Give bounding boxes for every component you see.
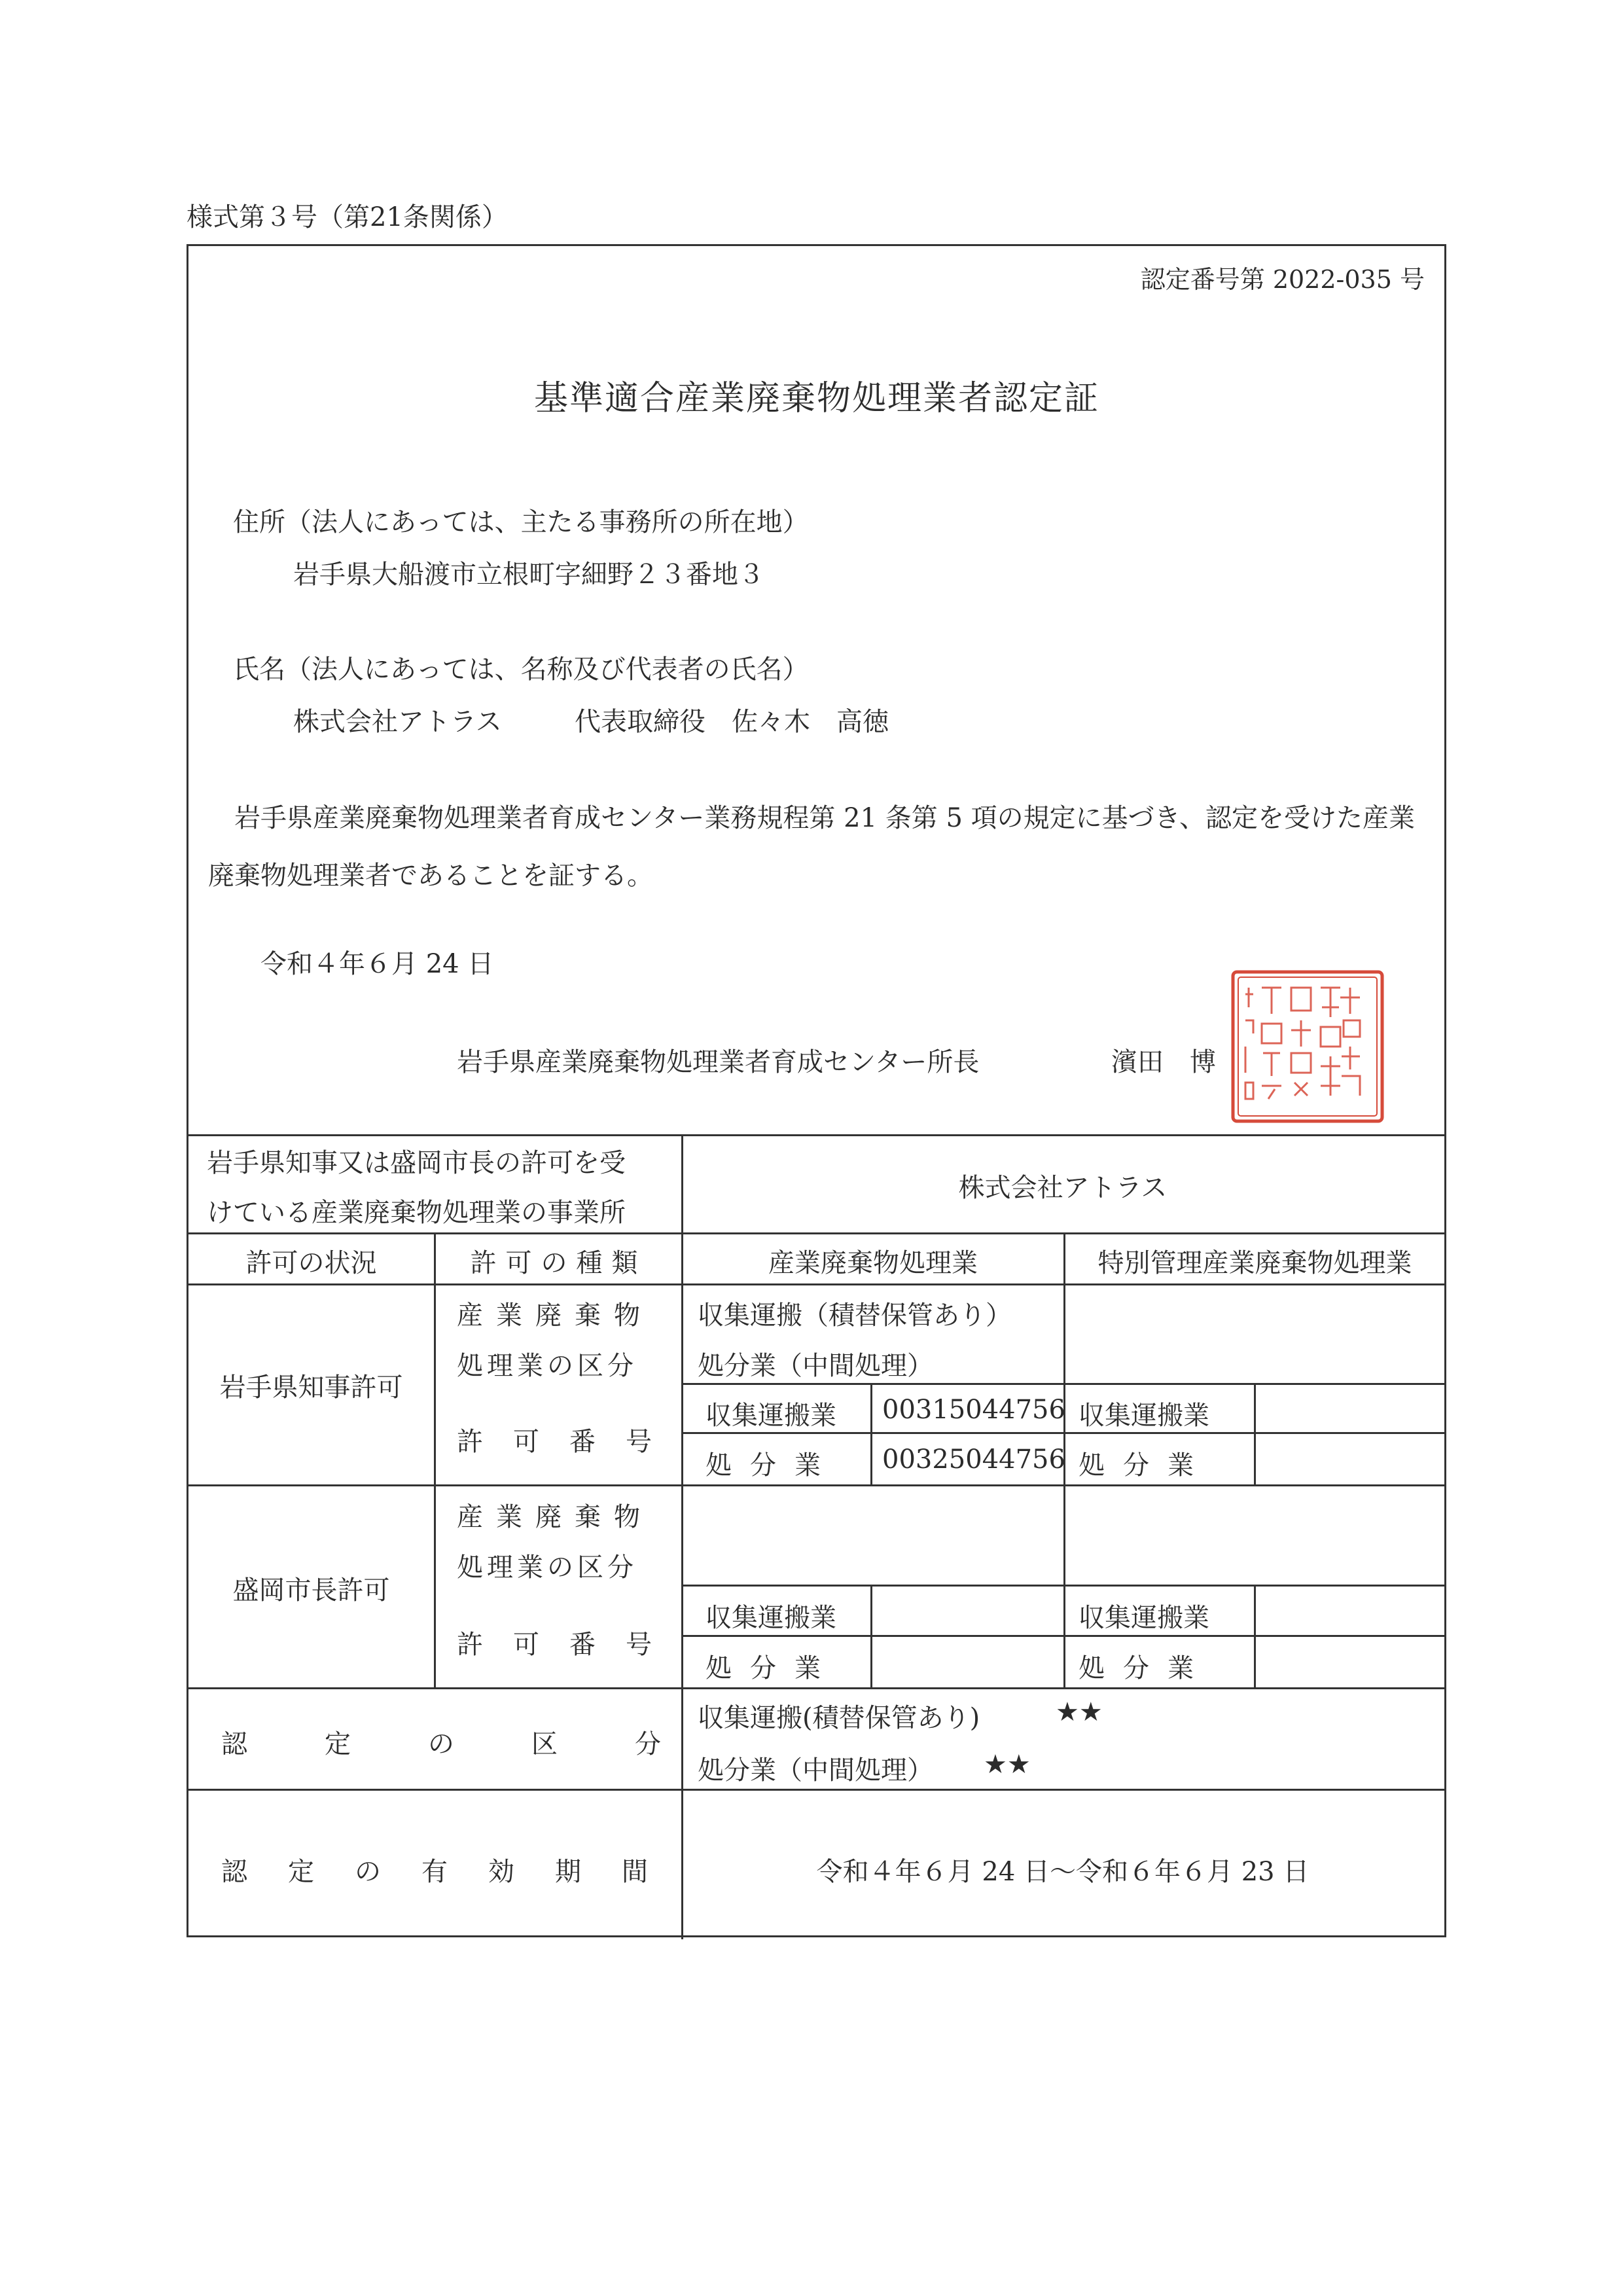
certification-line2-rating: ★★: [984, 1749, 1031, 1780]
business-name: 株式会社アトラス: [958, 1173, 1168, 1203]
certification-line1-rating: ★★: [1056, 1697, 1103, 1727]
morioka-permit-number-label: 許可番号: [457, 1630, 682, 1660]
business-label-line2: けている産業廃棄物処理業の事業所: [207, 1198, 626, 1228]
iwate-special-disposal-label: 処分業: [1079, 1450, 1212, 1480]
iwate-collection-label: 収集運搬業: [705, 1401, 836, 1431]
morioka-special-disposal-label: 処分業: [1079, 1653, 1212, 1683]
morioka-category-label-line2: 処理業の区分: [457, 1552, 637, 1583]
business-label-line1: 岩手県知事又は盛岡市長の許可を受: [207, 1148, 626, 1178]
company-name: 株式会社アトラス: [293, 707, 502, 737]
certificate-frame: [187, 244, 1446, 1937]
morioka-collection-label: 収集運搬業: [705, 1603, 836, 1633]
issuer-name: 濱田 博: [1111, 1047, 1216, 1077]
form-number: 様式第３号（第21条関係）: [187, 202, 508, 232]
certification-line1: 収集運搬(積替保管あり): [698, 1703, 980, 1733]
morioka-special-collection-label: 収集運搬業: [1079, 1603, 1209, 1633]
certificate-number: 認定番号第 2022-035 号: [1140, 265, 1425, 294]
issuer-title: 岩手県産業廃棄物処理業者育成センター所長: [457, 1047, 980, 1077]
official-seal: [1229, 968, 1386, 1125]
iwate-disposal-label: 処分業: [705, 1450, 839, 1480]
validity-period: 令和４年６月 24 日～令和６年６月 23 日: [816, 1857, 1310, 1887]
iwate-special-collection-label: 収集運搬業: [1079, 1401, 1209, 1431]
validity-label: 認定の有効期間: [221, 1857, 688, 1887]
morioka-disposal-label: 処分業: [705, 1653, 839, 1683]
iwate-category-label-line1: 産業廃棄物: [457, 1300, 653, 1331]
header-industrial: 産業廃棄物処理業: [768, 1248, 978, 1278]
certification-category-label: 認定の区分: [221, 1729, 738, 1759]
issue-date: 令和４年６月 24 日: [260, 949, 494, 979]
iwate-category-label-line2: 処理業の区分: [457, 1351, 637, 1381]
iwate-category-line1: 収集運搬（積替保管あり）: [698, 1300, 1012, 1331]
header-status: 許可の状況: [245, 1248, 377, 1278]
header-special: 特別管理産業廃棄物処理業: [1097, 1248, 1412, 1278]
representative-name: 代表取締役 佐々木 高徳: [575, 707, 889, 737]
certification-line2: 処分業（中間処理）: [698, 1755, 933, 1785]
seal-stamp-icon: [1229, 968, 1386, 1125]
morioka-permit-label: 盛岡市長許可: [232, 1575, 390, 1605]
address-value: 岩手県大船渡市立根町字細野２３番地３: [293, 560, 764, 590]
iwate-disposal-number: 00325044756: [882, 1444, 1065, 1475]
name-label: 氏名（法人にあっては、名称及び代表者の氏名）: [233, 655, 809, 685]
iwate-collection-number: 00315044756: [882, 1395, 1065, 1425]
morioka-category-label-line1: 産業廃棄物: [457, 1502, 653, 1532]
iwate-permit-label: 岩手県知事許可: [219, 1372, 403, 1403]
certificate-title: 基準適合産業廃棄物処理業者認定証: [533, 379, 1099, 418]
iwate-category-line2: 処分業（中間処理）: [698, 1351, 933, 1381]
address-label: 住所（法人にあっては、主たる事務所の所在地）: [233, 507, 809, 537]
iwate-permit-number-label: 許可番号: [457, 1427, 682, 1457]
header-kind: 許可の種類: [470, 1248, 647, 1278]
certification-statement: 岩手県産業廃棄物処理業者育成センター業務規程第 21 条第 5 項の規定に基づき、認定を受けた産業廃棄物処理業者であることを証する。: [208, 803, 1416, 891]
